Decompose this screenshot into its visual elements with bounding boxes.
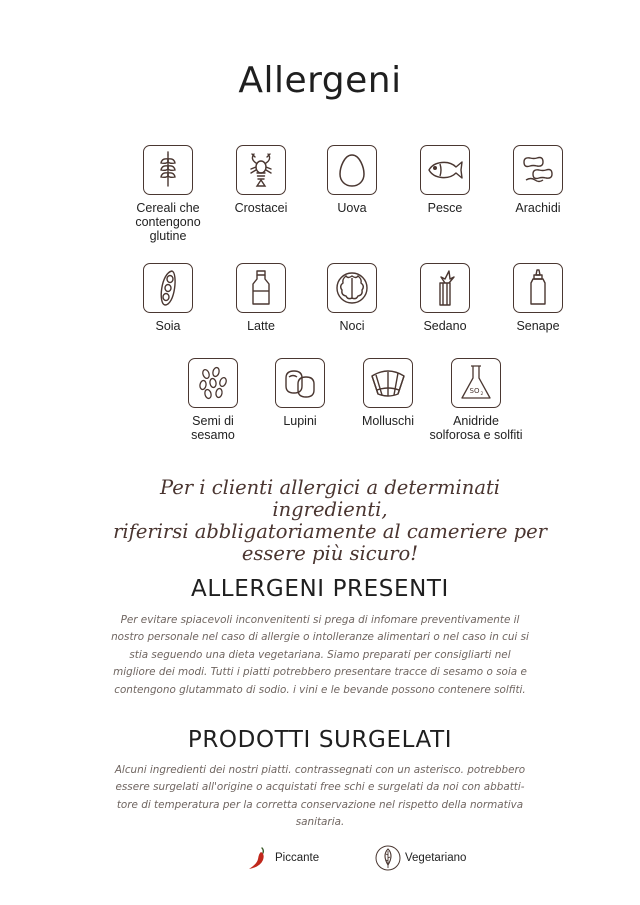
legend-vegetariano [374, 843, 466, 873]
svg-text:2: 2 [480, 392, 484, 397]
fish-icon [420, 145, 470, 195]
celery-icon [420, 263, 470, 313]
soy-icon [143, 263, 193, 313]
egg-icon [327, 145, 377, 195]
allergen-label: Arachidi [515, 201, 561, 215]
legend-piccante [244, 843, 319, 873]
legend-label: Piccante [275, 852, 320, 864]
section-title-allergeni-presenti: ALLERGENI PRESENTI [191, 576, 449, 602]
allergen-solfiti [421, 358, 531, 442]
allergy-notice: Per i clienti allergici a determinati ingredienti, riferirsi abbligatoriamente al cameriere per essere più sicuro! [113, 476, 547, 565]
wheat-icon [143, 145, 193, 195]
allergen-label: Lupini [283, 414, 317, 428]
svg-text:SO: SO [469, 387, 480, 395]
chili-pepper-icon [244, 844, 272, 872]
allergen-label: Senape [516, 319, 560, 333]
legend-label: Vegetariano [405, 852, 467, 864]
page-title: Allergeni [238, 60, 402, 101]
allergen-label: Cereali che contengono glutine [135, 201, 201, 243]
allergen-arachidi [483, 145, 593, 215]
mustard-icon [513, 263, 563, 313]
allergen-label: Sedano [423, 319, 467, 333]
section-title-prodotti-surgelati: PRODOTTI SURGELATI [187, 727, 453, 753]
allergen-label: Soia [155, 319, 181, 333]
allergen-label: Uova [337, 201, 367, 215]
peanut-icon [513, 145, 563, 195]
allergen-label: Noci [339, 319, 365, 333]
allergen-label: Latte [247, 319, 275, 333]
sesame-icon [188, 358, 238, 408]
allergen-senape [483, 263, 593, 333]
so2-flask-icon [451, 358, 501, 408]
lupin-icon [275, 358, 325, 408]
allergen-label: Molluschi [361, 414, 415, 428]
allergen-label: Semi di sesamo [191, 414, 235, 442]
allergen-label: Crostacei [234, 201, 288, 215]
section-body-prodotti-surgelati: Alcuni ingredienti dei nostri piatti. contrassegnati con un asterisco. potrebbero essere surgelati all'origine o acquistati free schi e surgelati da noi con abbatti- tore di temperatura per la corretta conservazione nel rispetto della normativa sanitaria. [114, 764, 526, 829]
allergen-label: Anidride solforosa e solfiti [429, 414, 523, 442]
leaf-icon [374, 844, 402, 872]
section-body-allergeni-presenti: Per evitare spiacevoli inconvenitenti si prega di infomare preventivamente il nostro personale nel caso di allergie o intolleranze alimentari o nel caso in cui si stia seguendo una dieta vegetariana. Siamo preparati per consigliarti nel migliore dei modi. Tutti i piatti potrebbero presentare tracce di sesamo o soia e contengono glutammato di sodio. i vini e le bevande possono contenere solfiti. [111, 614, 529, 696]
lobster-icon [236, 145, 286, 195]
allergen-label: Pesce [427, 201, 463, 215]
walnut-icon [327, 263, 377, 313]
milk-bottle-icon [236, 263, 286, 313]
shell-icon [363, 358, 413, 408]
